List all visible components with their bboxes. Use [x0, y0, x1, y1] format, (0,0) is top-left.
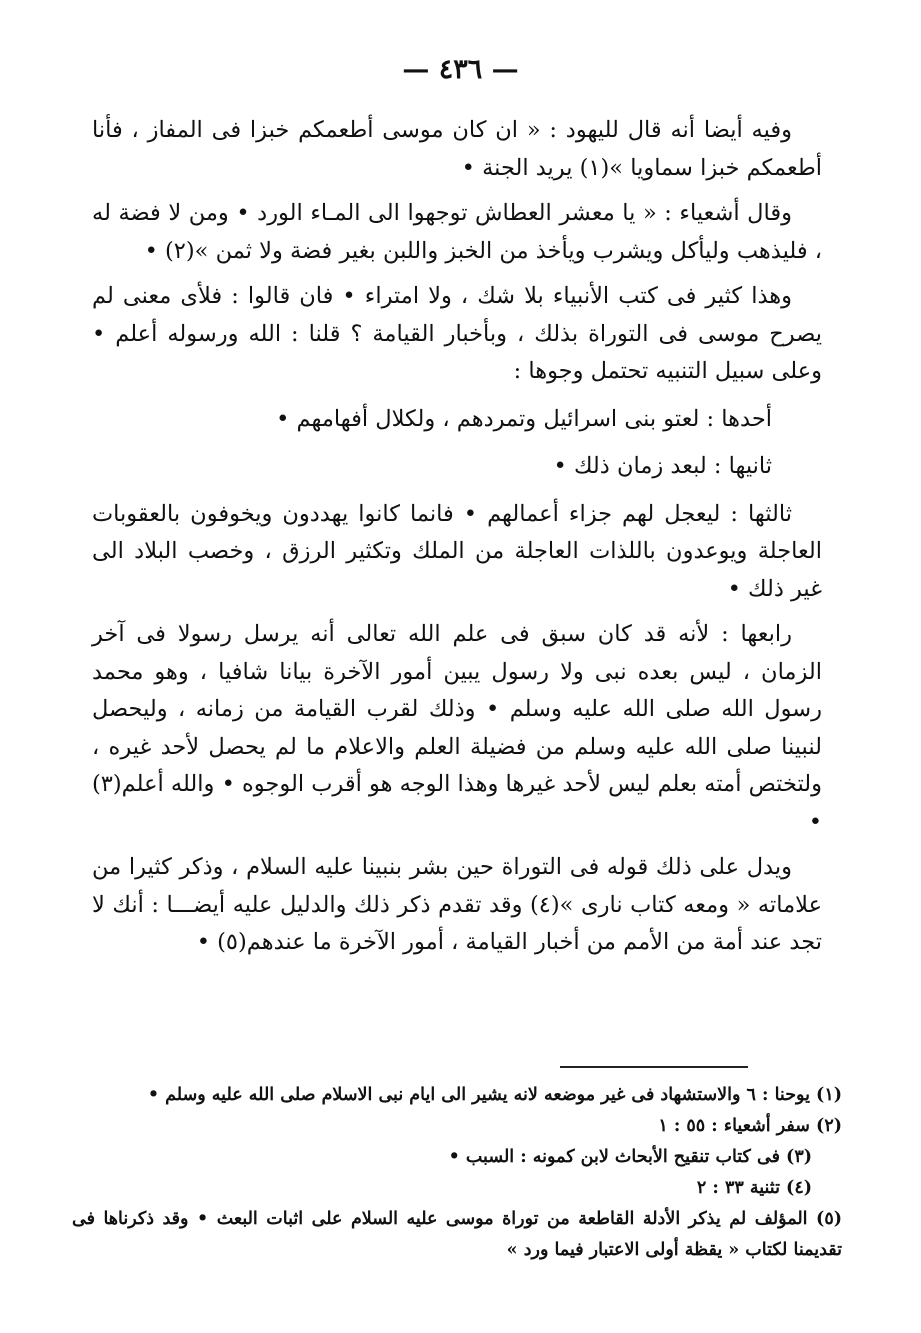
- paragraph-third-reason: ثالثها : ليعجل لهم جزاء أعمالهم • فانما كانوا يهددون ويخوفون بالعقوبات العاجلة ويوعدون باللذات العاجلة من الملك وتكثير الرزق ، وخصب البلاد الى غير ذلك •: [92, 500, 822, 602]
- page-number: — ٤٣٦ —: [402, 54, 519, 85]
- list-item-second: ثانيها : لبعد زمان ذلك •: [553, 453, 772, 479]
- body-text: [92, 112, 822, 962]
- footnote-3: (٣) فى كتاب تنقيح الأبحاث لابن كمونه : السبب •: [448, 1147, 812, 1167]
- footnote-2: (٢) سفر أشعياء : ٥٥ : ١: [658, 1116, 842, 1136]
- footnotes: [72, 1080, 842, 1266]
- footnote-5: (٥) المؤلف لم يذكر الأدلة القاطعة من توراة موسى عليه السلام على اثبات البعث • وقد ذكرناها فى تقديمنا لكتاب « يقظة أولى الاعتبار فيما ورد »: [72, 1209, 842, 1260]
- footnote-divider: [560, 1066, 748, 1068]
- paragraph-1: وفيه أيضا أنه قال لليهود : « ان كان موسى أطعمكم خبزا فى المفاز ، فأنا أطعمكم خبزا سماويا »(١) يريد الجنة •: [92, 117, 822, 181]
- paragraph-fourth-reason: رابعها : لأنه قد كان سبق فى علم الله تعالى أنه يرسل رسولا فى آخر الزمان ، ليس بعده نبى ولا رسول يبين أمور الآخرة بيانا شافيا ، وهو محمد رسول الله صلى الله عليه وسلم • وذلك لقرب القيامة من زمانه ، وليحصل لنبينا صلى الله عليه وسلم من فضيلة العلم والاعلام ما لم يحصل لأحد غيره ، ولتختص أمته بعلم ليس لأحد غيرها وهذا الوجه هو أقرب الوجوه • والله أعلم(٣) •: [92, 621, 822, 835]
- list-item-first: أحدها : لعتو بنى اسرائيل وتمردهم ، ولكلال أفهامهم •: [276, 405, 772, 432]
- paragraph-3: وهذا كثير فى كتب الأنبياء بلا شك ، ولا امتراء • فان قالوا : فلأى معنى لم يصرح موسى فى التوراة بذلك ، وبأخبار القيامة ؟ قلنا : الله ورسوله أعلم • وعلى سبيل التنبيه تحتمل وجوها :: [92, 283, 822, 384]
- paragraph-2: وقال أشعياء : « يا معشر العطاش توجهوا الى المـاء الورد • ومن لا فضة له ، فليذهب وليأكل ويشرب ويأخذ من الخبز واللبن بغير فضة ولا ثمن »(٢) •: [92, 200, 822, 264]
- paragraph-evidence: ويدل على ذلك قوله فى التوراة حين بشر بنبينا عليه السلام ، وذكر كثيرا من علاماته « ومعه كتاب نارى »(٤) وقد تقدم ذكر ذلك والدليل عليه أيضـــا : أنك لا تجد عند أمة من الأمم من أخبار القيامة ، أمور الآخرة ما عندهم(٥) •: [92, 854, 822, 955]
- footnote-4: (٤) تثنية ٣٣ : ٢: [696, 1178, 812, 1198]
- footnote-1: (١) يوحنا : ٦ والاستشهاد فى غير موضعه لانه يشير الى ايام نبى الاسلام صلى الله عليه وسلم •: [147, 1085, 842, 1105]
